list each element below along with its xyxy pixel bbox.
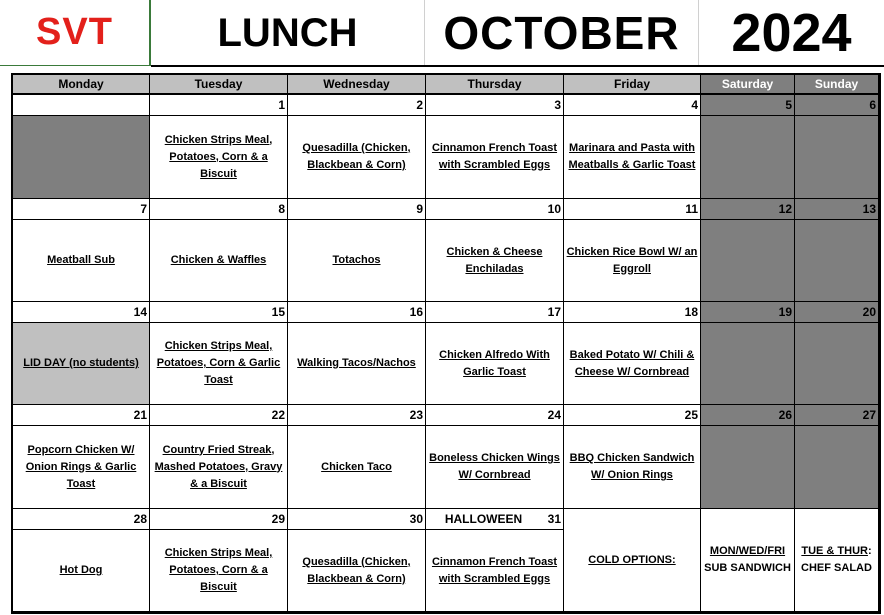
meal-text: Chicken Strips Meal, Potatoes, Corn & Garlic Toast [156,340,281,386]
meal-text: Chicken & Cheese Enchiladas [446,245,543,275]
date-number: 3 [426,95,564,116]
meal-text: Chicken Alfredo With Garlic Toast [439,348,550,378]
empty-day [701,116,795,199]
date-number: 11 [564,199,701,220]
meal-cell [426,530,564,612]
day-header-tuesday: Tuesday [150,75,288,95]
meal-text: Chicken Strips Meal, Potatoes, Corn & a Biscuit [164,547,273,593]
meal-text: Baked Potato W/ Chili & Cheese W/ Cornbread [569,348,695,378]
date-number: 25 [564,405,701,426]
meal-text: Popcorn Chicken W/ Onion Rings & Garlic Toast [25,443,137,490]
day-header-saturday: Saturday [701,75,795,95]
date-number: 15 [150,302,288,323]
meal-cell [13,530,150,612]
date-number: 4 [564,95,701,116]
meal-cell [13,323,150,405]
meal-cell [426,426,564,509]
day-header-sunday: Sunday [795,75,879,95]
empty-day [701,426,795,509]
empty-day [795,426,879,509]
meal-cell [426,220,564,302]
meal-text: Country Fried Streak, Mashed Potatoes, Gravy & a Biscuit [154,443,283,490]
cold-option-item: SUB SANDWICH [704,562,791,574]
meal-text: Meatball Sub [47,254,115,266]
cold-options-text: COLD OPTIONS: [588,553,676,566]
meal-text: Cinnamon French Toast with Scrambled Eggs [431,142,558,171]
meal-text: Chicken Taco [321,460,392,473]
empty-day [701,323,795,405]
cold-option-colon: : [867,545,872,557]
meal-cell [288,323,426,405]
date-number: 18 [564,302,701,323]
meal-cell [288,220,426,302]
meal-text: BBQ Chicken Sandwich W/ Onion Rings [569,452,695,481]
date-number: 10 [426,199,564,220]
meal-text: Quesadilla (Chicken, Blackbean & Corn) [302,555,411,585]
date-number: 7 [13,199,150,220]
date-number: 19 [701,302,795,323]
date-number: 6 [795,95,879,116]
cold-option-tth [795,509,879,612]
meal-cell [564,426,701,509]
meal-text: Chicken & Waffles [170,254,267,266]
meal-text: Walking Tacos/Nachos [297,357,416,369]
date-number: 14 [13,302,150,323]
date-number: 24 [426,405,564,426]
cold-option-mwf [701,509,795,612]
cold-option-item: CHEF SALAD [801,562,872,574]
empty-day [795,323,879,405]
cold-options-label [564,509,701,612]
meal-cell [426,323,564,405]
lunch-calendar [11,73,881,614]
day-header-friday: Friday [564,75,701,95]
header-divider [151,65,884,67]
meal-cell [150,530,288,612]
empty-day [701,220,795,302]
meal-cell [288,426,426,509]
date-number: 13 [795,199,879,220]
date-number: 9 [288,199,426,220]
meal-text: Quesadilla (Chicken, Blackbean & Corn) [302,142,411,171]
date-number: 30 [288,509,426,530]
school-title: SVT [0,0,151,66]
date-number: 27 [795,405,879,426]
date-number: 26 [701,405,795,426]
date-number: 12 [701,199,795,220]
empty-day [13,116,150,199]
date-number: 22 [150,405,288,426]
meal-text: Chicken Strips Meal, Potatoes, Corn & a Biscuit [164,133,273,180]
meal-text: Totachos [332,254,381,266]
meal-cell [13,220,150,302]
meal-cell [150,323,288,405]
meal-text: Boneless Chicken Wings W/ Cornbread [429,452,560,481]
date-number: 5 [701,95,795,116]
meal-cell [564,116,701,199]
year-title: 2024 [731,3,852,63]
meal-cell [564,220,701,302]
date-number: 23 [288,405,426,426]
cold-option-days: TUE & THUR [801,545,868,557]
meal-cell [288,530,426,612]
date-number: 16 [288,302,426,323]
date-number: 8 [150,199,288,220]
month-title: OCTOBER [425,0,699,66]
meal-cell [288,116,426,199]
date-number: 21 [13,405,150,426]
empty-day [795,116,879,199]
halloween-label: HALLOWEEN [444,512,523,526]
meal-title: LUNCH [151,0,425,66]
date-number: 17 [426,302,564,323]
day-header-thursday: Thursday [426,75,564,95]
meal-text: Hot Dog [59,564,103,576]
date-number: 28 [13,509,150,530]
empty-day [795,220,879,302]
date-number: 31 HALLOWEEN [426,509,564,530]
date-number: 2 [288,95,426,116]
meal-cell [426,116,564,199]
day-header-monday: Monday [13,75,150,95]
meal-cell [150,426,288,509]
day-header-wednesday: Wednesday [288,75,426,95]
meal-text: Cinnamon French Toast with Scrambled Eggs [431,555,558,585]
meal-text: Chicken Rice Bowl W/ an Eggroll [566,245,698,275]
meal-cell [150,116,288,199]
date-number: 29 [150,509,288,530]
meal-text: LID DAY (no students) [23,357,139,369]
meal-cell [13,426,150,509]
cold-option-days: MON/WED/FRI [709,545,786,557]
meal-cell [564,323,701,405]
date-number: 1 [150,95,288,116]
meal-text: Marinara and Pasta with Meatballs & Garlic Toast [568,142,696,171]
meal-cell [150,220,288,302]
date-number: 20 [795,302,879,323]
date-number [13,95,150,116]
